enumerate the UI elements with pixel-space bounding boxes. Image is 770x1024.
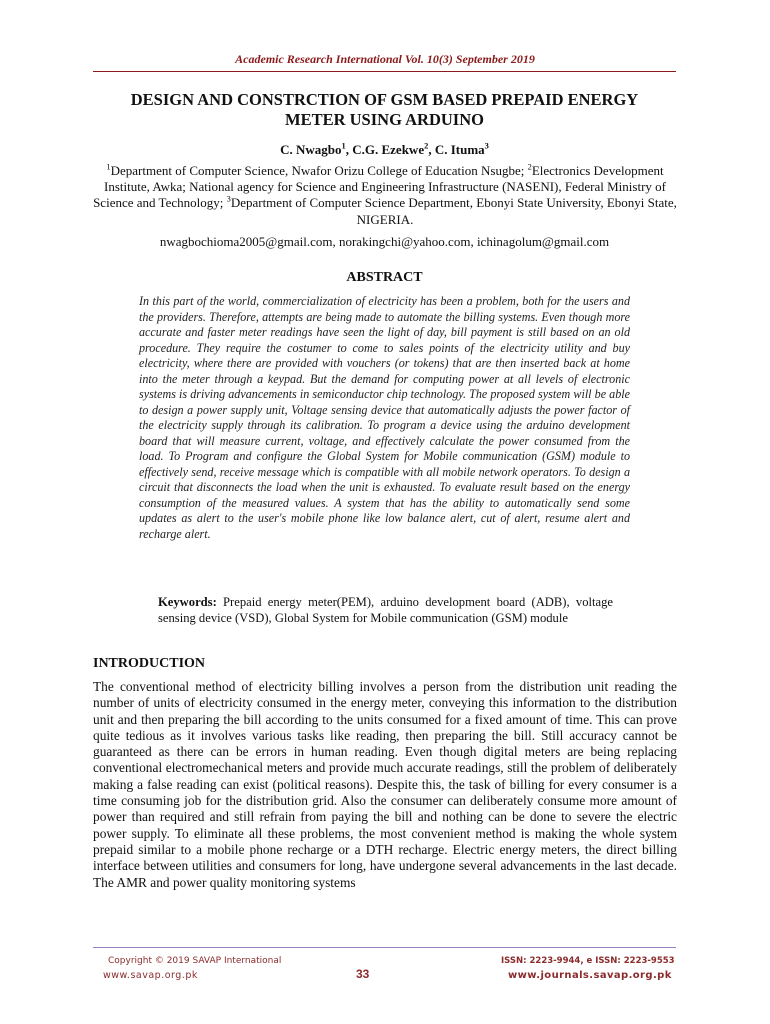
running-head: Academic Research International Vol. 10(3) September 2019 [235,52,535,66]
affil-mark: 1 [106,161,111,172]
abstract-body: In this part of the world, commercialization of electricity has been a problem, both for the users and the providers. Therefore, attempts are being made to automate the billing systems. Even though more accurate and faster meter readings have seen the light of day, bill payment is still based on an old procedure. They require the costumer to come to sales points of the electricity utility and buy electricity, where there are provided with vouchers (or tokens) that are then inserted back at home into the meter through a keypad. But the demand for computing power at all levels of electronic systems is driving advancements in semiconductor chip technology. The proposed system will be able to design a power supply unit, Voltage sensing device that automatically adjusts the power factor of the electricity supply through its calibration. To program a device using the arduino development board that will measure current, voltage, and effectively calculate the power consumed from the load. To Program and configure the Global System for Mobile communication (GSM) module to effectively send, receive message which is compatible with all mobile network operators. To design a circuit that disconnects the load when the unit is exhausted. To evaluate result based on the energy consumption of the measured values. A system that has the ability to automatically send some updates as alert to the user's mobile phone like low balance alert, cut of alert, resume alert and recharge alert. [139,294,630,541]
title-line-2: METER USING ARDUINO [285,110,484,129]
footer-issn: ISSN: 2223-9944, e ISSN: 2223-9553 [501,956,675,966]
affil-mark: 3 [226,194,231,205]
author-affil-mark: 3 [484,140,489,151]
affiliations [88,163,682,228]
author-name: C. Ituma [434,142,485,157]
author-name: C. Nwagbo [280,142,342,157]
author-list: C. Nwagbo$^1$, C.G. Ezekwe$^2$, C. Ituma$^3$ [280,140,489,157]
footer-copyright: Copyright © 2019 SAVAP International [108,956,282,966]
affiliation-2: Electronics Development Institute, Awka; National agency for Science and Engineering Infrastructure (NASENI), Federal Ministry of Science and Technology; [93,163,666,211]
footer-journal-link[interactable]: www.journals.savap.org.pk [508,970,672,981]
keywords-text: Prepaid energy meter(PEM), arduino development board (ADB), voltage sensing device (VSD), Global System for Mobile communication (GSM) module [158,595,613,625]
page-number: 33 [356,967,370,981]
paper-title [93,90,676,130]
introduction-body: The conventional method of electricity billing involves a person from the distribution unit reading the number of units of electricity consumed in the energy meter, conveying this information to the distribution unit and then preparing the bill according to the units consumed for a fixed amount of time. This can prove quite tedious as it involves various tasks like reading, then preparing the bill. Still accuracy cannot be guaranteed as there can be errors in human reading. Even though digital meters are being replacing conventional electromechanical meters and provide much accurate readings, still the problem of deliberately making a false reading can exist (political reasons). Despite this, the task of billing for every consumer is a time consuming job for the distribution grid. Also the consumer can deliberately consume more amount of power than required and still refrain from paying the bill and nothing can be done to severe the electric power supply. To eliminate all these problems, the most convenient method is making the whole system prepaid similar to a mobile phone recharge or a DTH recharge. Electric energy meters, the direct billing interface between utilities and consumers for long, have undergone several advancements in the last decade. The AMR and power quality monitoring systems [93,679,677,890]
author-affil-mark: 1 [341,140,346,151]
header-rule [93,71,676,72]
author-emails: nwagbochioma2005@gmail.com, norakingchi@yahoo.com, ichinagolum@gmail.com [159,234,610,249]
author-name: C.G. Ezekwe [352,142,425,157]
affil-mark: 2 [527,161,532,172]
footer-site-link[interactable]: www.savap.org.pk [103,970,198,981]
author-affil-mark: 2 [424,140,429,151]
introduction-heading: INTRODUCTION [93,656,206,671]
affiliation-3: Department of Computer Science Department, Ebonyi State University, Ebonyi State, NIGERIA. [230,195,677,227]
keywords [158,595,613,626]
affiliation-1: Department of Computer Science, Nwafor Orizu College of Education Nsugbe; [110,163,528,178]
footer-rule [93,947,676,948]
keywords-label: Keywords: [158,595,217,609]
abstract-heading: ABSTRACT [346,270,423,285]
title-line-1: DESIGN AND CONSTRCTION OF GSM BASED PREPAID ENERGY [130,90,639,109]
